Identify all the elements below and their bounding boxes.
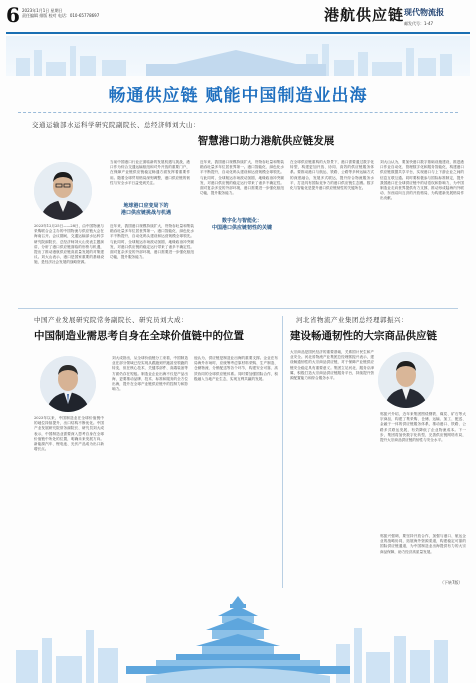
- article1-kicker: 交通运输部水运科学研究院副院长、总经济师刘大山：: [32, 121, 200, 129]
- article1-col4: [380, 160, 464, 296]
- newspaper-logo: [404, 8, 470, 28]
- article1-col2-text: 近年来，我国港口规模持续扩大，货物吞吐量和集装箱吞吐量多年位居世界第一。港口智能化、绿色化水平不断提升，自动化码头建设和运营规模全球领先。与此同时，全球航运市场波动加剧，地缘政治冲突频发，对港口供应链的稳定运行带来了诸多不确定性。面对复杂多变的外部环境，港口需要进一步强化枢纽功能，提升服务能力。: [200, 160, 284, 196]
- caption-line-1: 地球港口应变局下的: [123, 203, 169, 209]
- banner-skyline: [6, 36, 470, 76]
- article3-title: 建设畅通韧性的大宗商品供应链: [290, 330, 437, 342]
- temple-of-heaven-graphic: [6, 590, 470, 683]
- article2-col1: [34, 416, 104, 590]
- issue-date: 2023年1月1日 星期日: [22, 8, 63, 13]
- footer-skyline-art: [6, 590, 470, 683]
- article3-col2-text: 郭振兴介绍，近年来集团围绕钢铁、煤炭、矿石等大宗商品，构建了集采购、仓储、运输、加工、配送、金融于一体的供应链服务体系，推动港口、铁路、公路多式联运发展，有效降低了企业物流成本。下一步，集团将加快数字化转型，完善供应链网络布局，提升大宗商品供应链的韧性与安全水平。: [380, 412, 466, 443]
- article1-caption: [96, 203, 196, 217]
- header-rule: [6, 32, 470, 34]
- date-line: [22, 8, 142, 18]
- article1-col1: [34, 224, 104, 296]
- caption-line-2: 港口供应链挑战与机遇: [120, 210, 171, 216]
- article2-col2: [112, 356, 188, 590]
- article2-kicker: 中国产业发展研究院常务副院长、研究员刘大成：: [34, 316, 188, 324]
- article1-col3: [290, 160, 374, 296]
- article2-col1-text: 2023年以来，中国制造业在全球价值链中的地位持续提升，出口结构不断优化。中国产业发展研究院常务副院长、研究员刘大成表示，中国制造业需要深入思考自身在全球价值链中所处的位置，明确未来发展方向。新能源汽车、锂电池、光伏产品成为出口新增长点。: [34, 416, 104, 452]
- column-divider: [282, 316, 283, 588]
- article1-col4-text: 刘大山认为，要加快港口数字基础设施建设，推进港口作业自动化、管理数字化和服务智能化，构建港口供应链数据共享平台，实现港口与上下游企业之间的信息互联互通。同时要积极参与国际标准制定，提升我国港口在全球供应链中的话语权和影响力，为中国制造业走向世界提供有力支撑，推动形成陆海内外联动、东西双向互济的开放格局，为构建新发展格局作出贡献。: [380, 160, 464, 201]
- portrait-guo-zhenxing: [378, 352, 434, 408]
- section-divider: [18, 308, 458, 309]
- article1-title: 智慧港口助力港航供应链发展: [197, 135, 335, 147]
- main-headline: 畅通供应链 赋能中国制造业出海: [108, 86, 368, 106]
- article2-col3: [194, 356, 278, 590]
- article3-col2: [380, 412, 466, 532]
- article3-col1: [290, 350, 374, 590]
- logo-text: 现代物流报: [404, 7, 444, 17]
- logo-sub: 邮发代号：1-47: [404, 21, 434, 26]
- article1-col1-bottom-text: 近年来，我国港口规模持续扩大，货物吞吐量和集装箱吞吐量多年位居世界第一。港口智能化、绿色化水平不断提升，自动化码头建设和运营规模全球领先。与此同时，全球航运市场波动加剧，地缘政治冲突频发，对港口供应链的稳定运行带来了诸多不确定性。面对复杂多变的外部环境，港口需要进一步强化枢纽功能，提升服务能力。: [110, 224, 194, 260]
- portrait-illustration: [34, 162, 92, 220]
- portrait-liu-dacheng: [40, 356, 96, 412]
- article3-col3-text: 郭振兴强调，要坚持开放合作，加强与港口、航运企业的战略协同，拓展海外资源渠道，构建稳定可靠的国际供应链通道，为中国制造业出海提供有力的大宗商品保障，助力经济高质量发展。: [380, 534, 466, 554]
- headline-rule: [18, 112, 458, 113]
- page-number: 6: [6, 3, 20, 27]
- article3-kicker: 河北省物流产业集团总经理郭振兴：: [296, 316, 408, 324]
- article1-col1-top-text: 当前中国港口行业正面临新的发展机遇与挑战，港口作为综合交通运输枢纽和对外开放的重要门户，在保障产业链供应链稳定畅通方面发挥着重要作用。随着全球贸易格局深刻调整，港口供应链的韧性与安全水平日益受到关注。: [110, 160, 190, 185]
- article1-col1-text: 2023年12月25日——28日，由中国物流与采购联合会主办的中国物流与供应链大会在海南召开。会议期间，交通运输部水运科学研究院副院长、总经济师刘大山发表主题演讲，分析了港口供应链面临的形势与机遇，提出了推动港航供应链高质量发展的对策建议。刘大山表示，港口是国家重要的基础设施，是经济社会发展的战略资源。: [34, 224, 104, 265]
- subhead-line-1: 数字化与智能化：: [221, 218, 262, 224]
- article2-title: 中国制造业需思考自身在全球价值链中的位置: [34, 330, 244, 342]
- article2-col2-text: 刘大成指出，从全球价值链分工来看，中国制造业在部分领域已经实现从跟跑到并跑甚至领跑的转变，但在核心技术、关键零部件、高端装备等方面仍存在短板。制造业企业出海不仅是产品出海，更要推动品牌、技术、标准和服务的全方位出海，提升在全球产业链供应链中的控制力和影响力。: [112, 356, 188, 392]
- editor-line: 责任编辑 排版 校对 电话：010-65778697: [22, 13, 100, 18]
- article1-col3-text: 在全球供应链重构的大背景下，港口需要通过数字化转型，构建更加开放、协同、高效的供应链服务体系。要推动港口与航运、铁路、公路等多种运输方式的深度融合，发展多式联运，提升综合物流服务水平，打造具有国际竞争力的港口供应链生态圈。数字化与智能化是提升港口供应链韧性的关键所在。: [290, 160, 374, 191]
- article2-col3-text: 他认为，供应链是制造业出海的重要支撑。企业在布局海外市场时，应统筹考虑原材料采购、生产制造、仓储物流、分销配送等各个环节，构建安全可靠、高效协同的全球供应链体系。同时要加强国际合作，积极融入当地产业生态，实现互利共赢的发展。: [194, 356, 278, 381]
- section-name: 港航供应链: [324, 6, 405, 24]
- portrait-illustration: [40, 356, 96, 412]
- portrait-illustration: [378, 352, 434, 408]
- article3-col3: [380, 534, 466, 578]
- article3-col1-text: 大宗商品是国民经济的重要基础，关系国计民生和产业安全。河北省物流产业集团总经理郭振兴表示，建设畅通韧性的大宗商品供应链，对于保障产业链供应链安全稳定具有重要意义。集团立足河北、服务京津冀，积极打造大宗商品供应链服务平台，持续提升资源配置能力和综合服务水平。: [290, 350, 374, 381]
- continued-note: （下转7版）: [440, 580, 463, 585]
- skyline-graphic: [6, 36, 470, 76]
- article1-subhead: [200, 218, 284, 232]
- portrait-liu-dashan: [34, 162, 92, 220]
- subhead-line-2: 中国港口供应链韧性的关键: [211, 225, 272, 231]
- article1-col1-bottom: [110, 224, 194, 296]
- page-header: [6, 4, 470, 32]
- article1-col1-top: [110, 160, 190, 200]
